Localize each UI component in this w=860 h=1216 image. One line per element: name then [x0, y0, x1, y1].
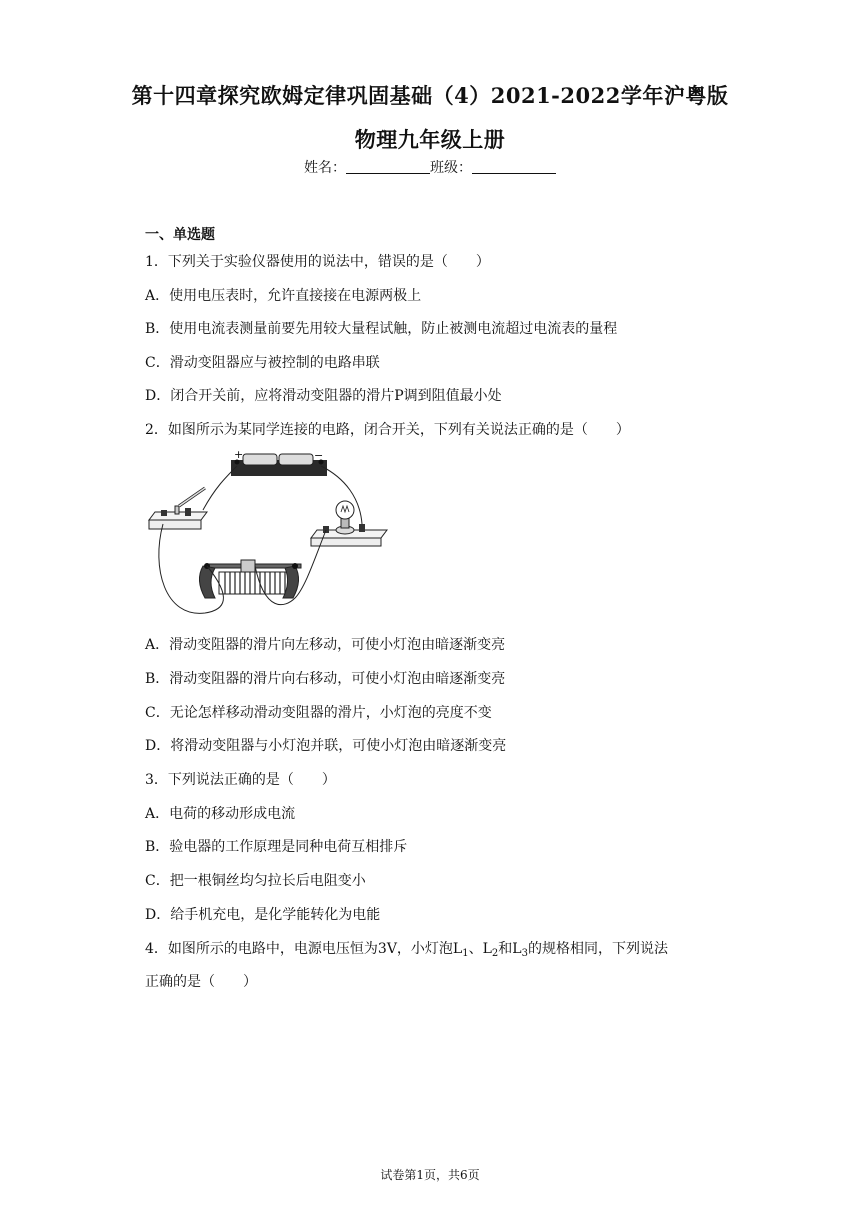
name-blank[interactable]	[346, 160, 430, 174]
class-label: 班级：	[430, 160, 472, 176]
q1-option-a: A．使用电压表时，允许直接接在电源两极上	[145, 288, 422, 304]
q2-option-a: A．滑动变阻器的滑片向左移动，可使小灯泡由暗逐渐变亮	[145, 637, 506, 653]
q3-option-a: A．电荷的移动形成电流	[145, 806, 296, 822]
name-label: 姓名：	[304, 160, 346, 176]
q4-stem-line1: 4．如图所示的电路中，电源电压恒为3V，小灯泡$L_1$、$L_2$和$L_3$的规格相同，下列说法	[145, 941, 668, 959]
q3-stem: 3．下列说法正确的是（ ）	[145, 772, 336, 788]
q2-option-b: B．滑动变阻器的滑片向右移动，可使小灯泡由暗逐渐变亮	[145, 671, 506, 687]
battery-plus-label: +	[234, 448, 244, 461]
q3-option-c: C．把一根铜丝均匀拉长后电阻变小	[145, 873, 366, 889]
q1-option-b: B．使用电流表测量前要先用较大量程试触，防止被测电流超过电流表的量程	[145, 321, 618, 337]
page-footer: 试卷第1页，共6页	[380, 1168, 480, 1182]
class-blank[interactable]	[472, 160, 556, 174]
switch	[149, 488, 207, 529]
q2-stem: 2．如图所示为某同学连接的电路，闭合开关，下列有关说法正确的是（ ）	[145, 422, 630, 438]
student-info	[0, 157, 860, 177]
q1-option-d: D．闭合开关前，应将滑动变阻器的滑片P调到阻值最小处	[145, 388, 502, 404]
doc-title-line1: 第十四章探究欧姆定律巩固基础（4）2021-2022学年沪粤版	[131, 83, 729, 108]
q2-circuit-figure	[145, 448, 395, 620]
q1-stem: 1．下列关于实验仪器使用的说法中，错误的是（ ）	[145, 254, 490, 270]
battery-minus-label: −	[314, 449, 324, 462]
doc-title-line2: 物理九年级上册	[354, 127, 506, 152]
rheostat	[199, 560, 301, 598]
q3-option-b: B．验电器的工作原理是同种电荷互相排斥	[145, 839, 408, 855]
q1-option-c: C．滑动变阻器应与被控制的电路串联	[145, 355, 380, 371]
q4-stem-line2: 正确的是（ ）	[145, 974, 257, 990]
section-title: 一、单选题	[145, 227, 215, 243]
battery	[231, 448, 327, 476]
q2-option-c: C．无论怎样移动滑动变阻器的滑片，小灯泡的亮度不变	[145, 705, 492, 721]
q3-option-d: D．给手机充电，是化学能转化为电能	[145, 907, 381, 923]
q2-option-d: D．将滑动变阻器与小灯泡并联，可使小灯泡由暗逐渐变亮	[145, 738, 507, 754]
